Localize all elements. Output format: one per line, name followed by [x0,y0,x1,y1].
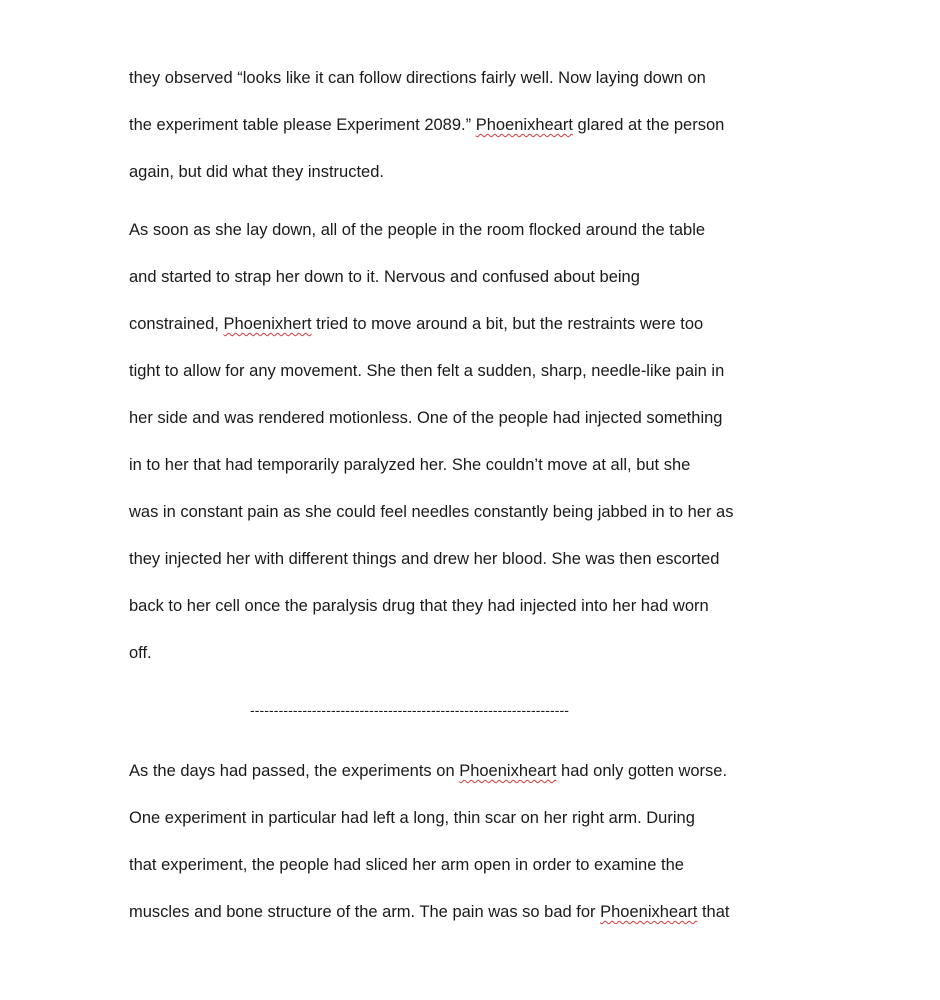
text-run: again, but did what they instructed. [129,163,384,181]
text-line [129,455,690,475]
text-run: As soon as she lay down, all of the people in the room flocked around the table [129,221,706,239]
text-run: muscles and bone structure of the arm. The pain was so bad for [129,903,601,921]
section-divider: ------------------------------------------------------------------- [250,702,570,718]
text-line [129,220,705,240]
text-line [129,361,724,381]
text-run: constrained, [129,315,224,333]
text-line [129,162,384,182]
text-line [129,502,733,522]
text-run: and started to strap her down to it. Nervous and confused about being [129,268,640,286]
text-line [129,68,706,88]
misspelled-word[interactable]: Phoenixheart [459,762,557,780]
text-run: had only gotten worse. [556,762,728,780]
text-line [129,643,152,663]
text-run: that experiment, the people had sliced her arm open in order to examine the [129,856,684,874]
text-run: tried to move around a bit, but the restraints were too [311,315,704,333]
text-line [129,902,729,922]
text-line [129,855,684,875]
text-line [129,596,709,616]
text-run: One experiment in particular had left a long, thin scar on her right arm. During [129,809,695,827]
text-line [129,267,640,287]
misspelled-word[interactable]: Phoenixheart [475,116,573,134]
text-run: in to her that had temporarily paralyzed her. She couldn’t move at all, but she [129,456,691,474]
text-run: the experiment table please Experiment 2089.” [129,116,476,134]
text-run: they injected her with different things and drew her blood. She was then escorted [129,550,720,568]
text-run: tight to allow for any movement. She then felt a sudden, sharp, needle-like pain in [129,362,725,380]
text-run: they observed “looks like it can follow directions fairly well. Now laying down on [129,69,706,87]
misspelled-word[interactable]: Phoenixhert [223,315,312,333]
text-run: her side and was rendered motionless. One of the people had injected something [129,409,723,427]
text-line [129,408,722,428]
text-run: that [697,903,730,921]
text-line [129,761,727,781]
text-line [129,808,695,828]
text-run: As the days had passed, the experiments on [129,762,460,780]
text-run: glared at the person [572,116,725,134]
misspelled-word[interactable]: Phoenixheart [600,903,698,921]
text-run: off. [129,644,152,662]
text-run: back to her cell once the paralysis drug that they had injected into her had worn [129,597,709,615]
text-line [129,115,724,135]
text-run: was in constant pain as she could feel needles constantly being jabbed in to her as [129,503,734,521]
text-line [129,314,703,334]
text-line [129,549,719,569]
